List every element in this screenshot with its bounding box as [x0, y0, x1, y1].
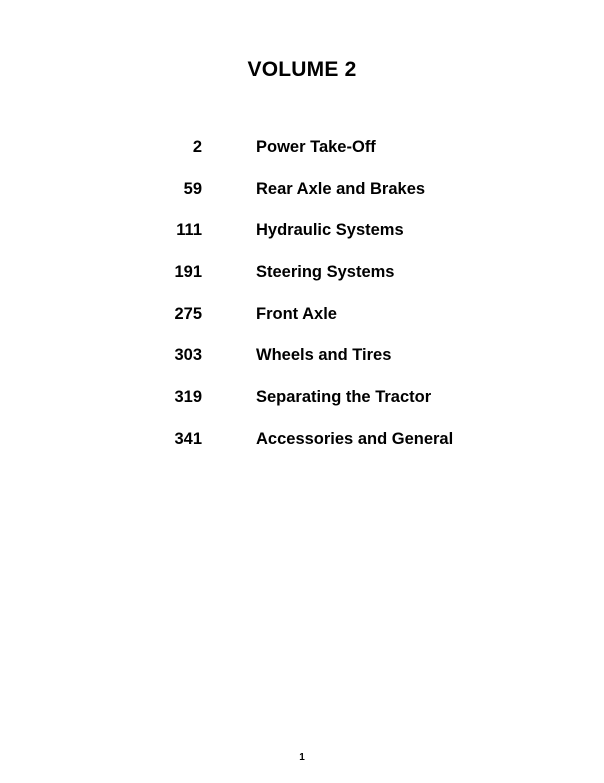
toc-entry-rear-axle-and-brakes[interactable] — [0, 180, 604, 222]
toc-section-title: Accessories and General — [256, 429, 454, 448]
toc-page-number: 275 — [174, 304, 202, 323]
toc-page-number: 191 — [174, 263, 202, 282]
toc-page-number: 2 — [192, 138, 202, 156]
toc-entry-wheels-and-tires[interactable] — [0, 346, 604, 388]
toc-entry-accessories-and-general[interactable] — [0, 430, 604, 472]
toc-section-title: Separating the Tractor — [256, 388, 432, 407]
page-title: VOLUME 2 — [247, 58, 357, 81]
toc-section-title: Rear Axle and Brakes — [256, 179, 426, 198]
toc-entry-separating-the-tractor[interactable] — [0, 388, 604, 430]
page-number: 1 — [299, 752, 305, 763]
toc-section-title: Hydraulic Systems — [256, 221, 404, 240]
toc-entry-hydraulic-systems[interactable] — [0, 221, 604, 263]
toc-entry-power-take-off[interactable] — [0, 138, 604, 180]
toc-page-number: 59 — [183, 179, 202, 198]
toc-page-number: 111 — [176, 221, 202, 240]
toc-section-title: Power Take-Off — [256, 138, 376, 156]
toc-page-number: 341 — [174, 429, 202, 448]
toc-entry-front-axle[interactable] — [0, 305, 604, 347]
toc-entry-steering-systems[interactable] — [0, 263, 604, 305]
table-of-contents — [0, 138, 604, 472]
toc-section-title: Wheels and Tires — [256, 346, 392, 365]
toc-page-number: 303 — [174, 346, 202, 365]
toc-section-title: Front Axle — [256, 304, 337, 323]
toc-page-number: 319 — [174, 388, 202, 407]
toc-section-title: Steering Systems — [256, 263, 395, 282]
